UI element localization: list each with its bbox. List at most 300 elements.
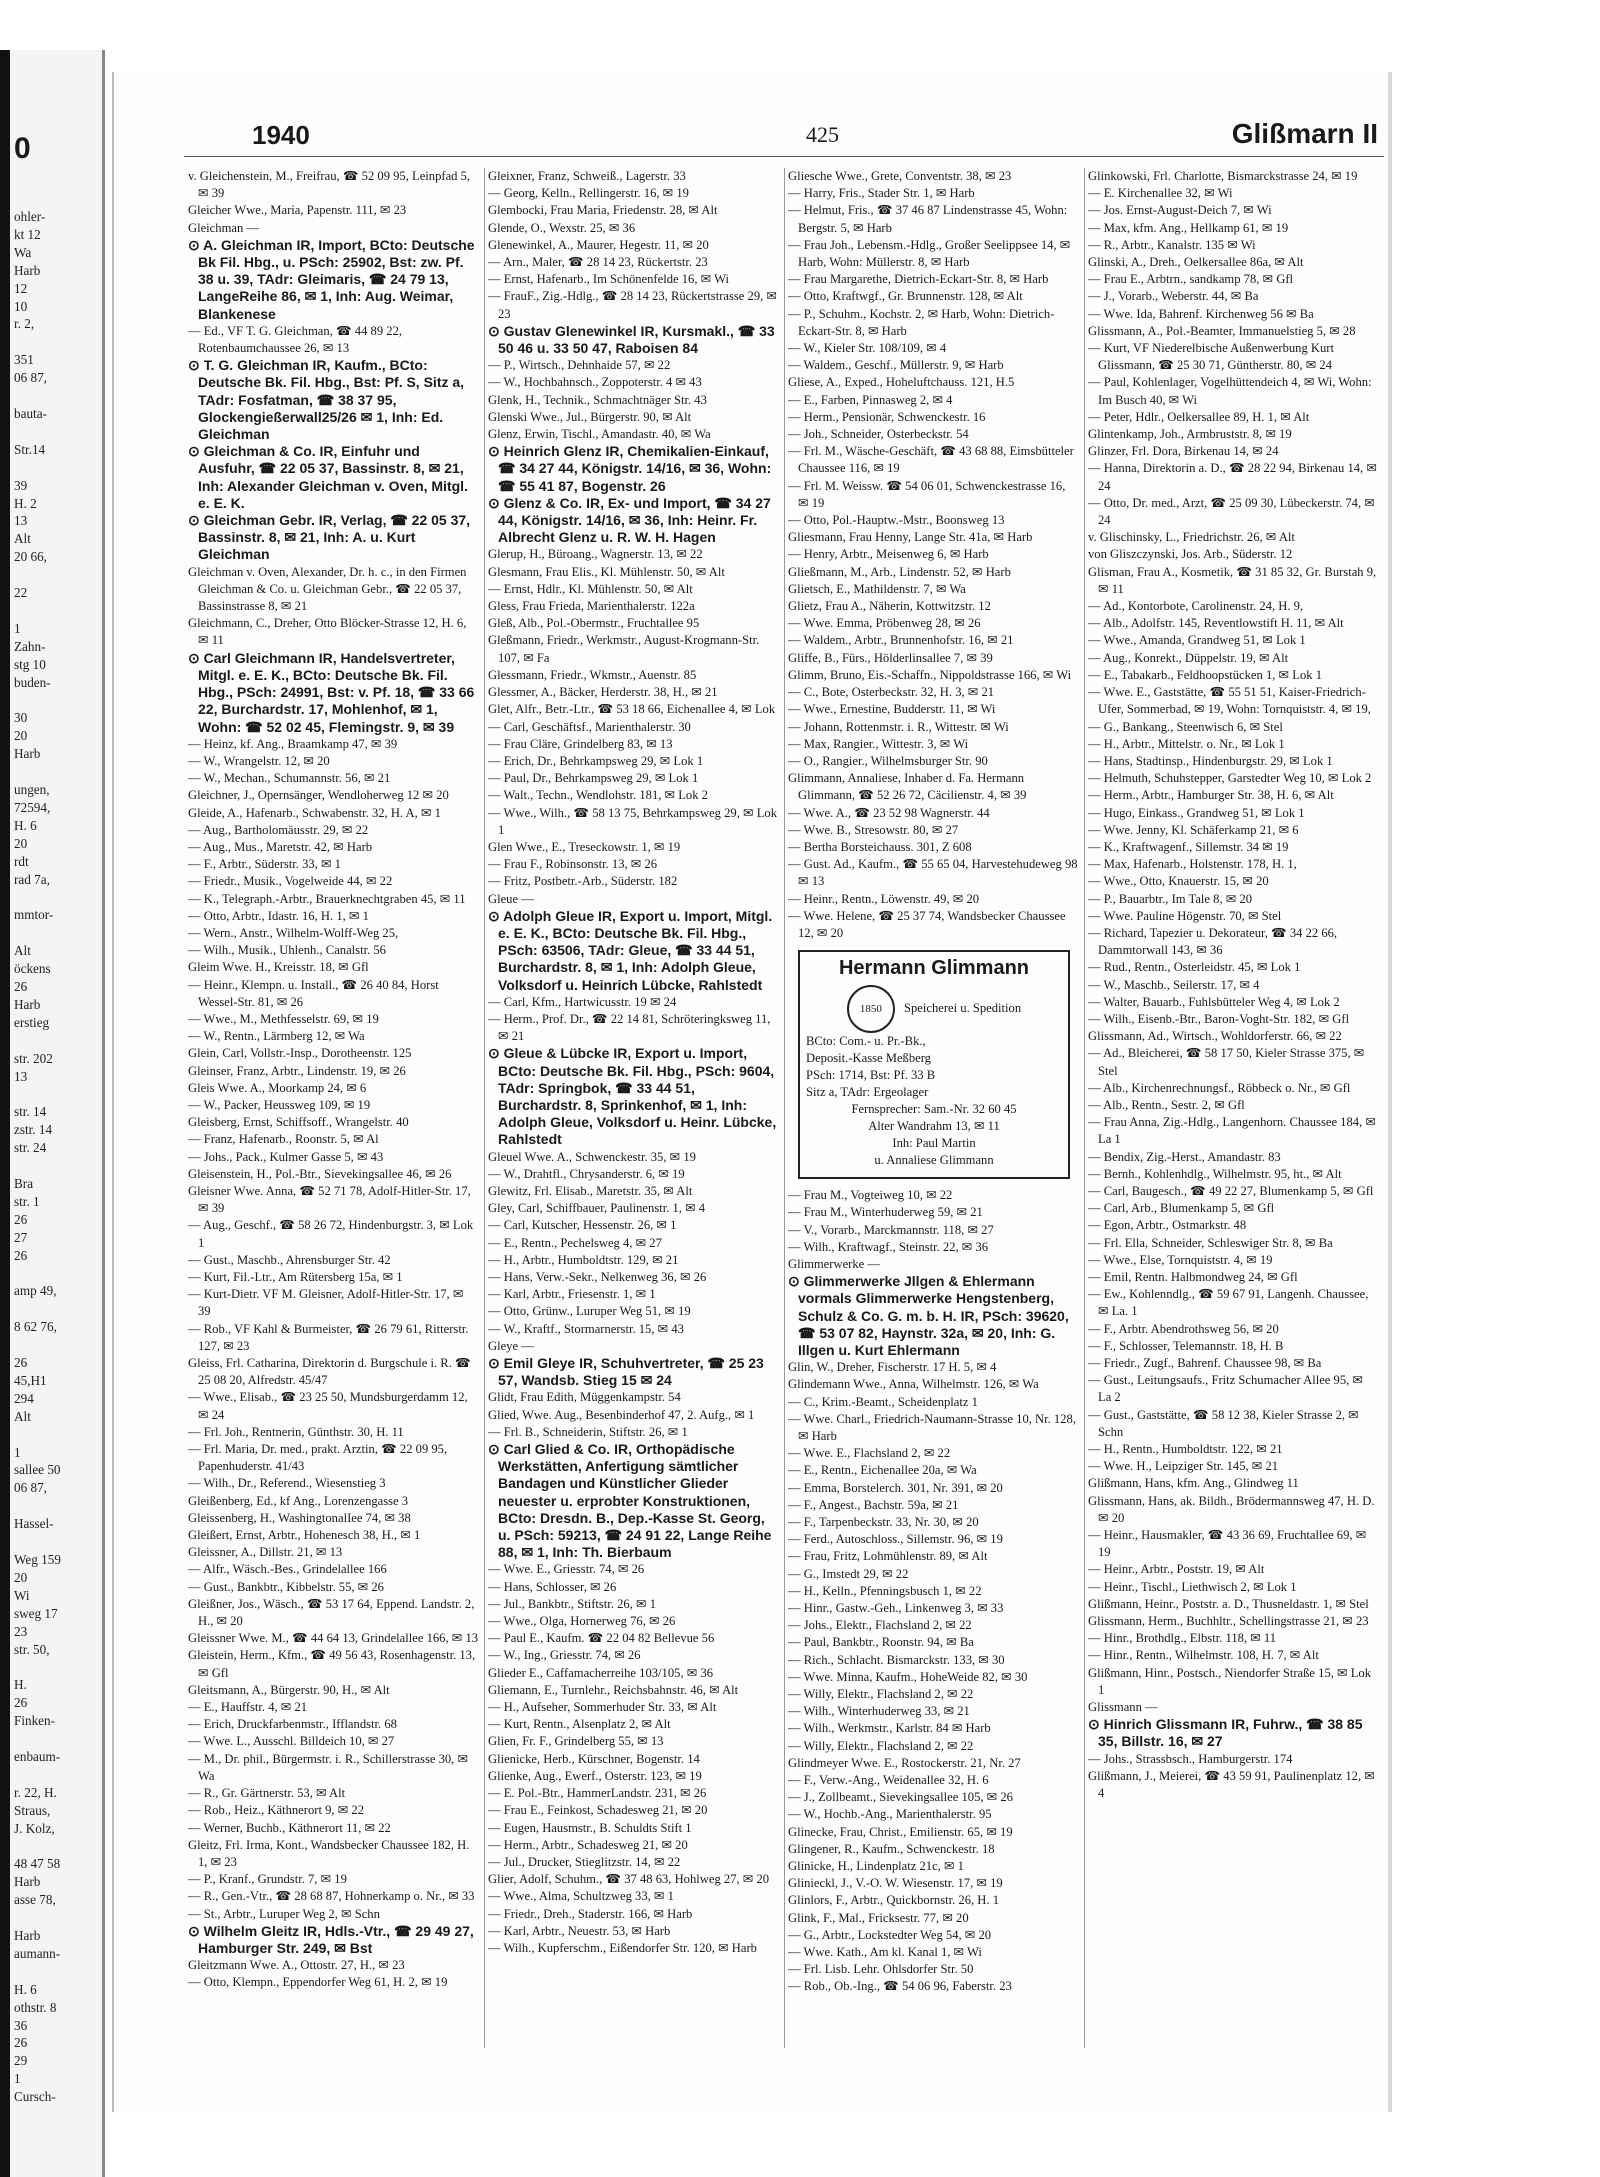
ad-line: u. Annaliese Glimmann xyxy=(874,1153,994,1168)
directory-entry: — Willy, Elektr., Flachsland 2, ✉ 22 xyxy=(788,1687,974,1702)
directory-entry: Glinski, A., Dreh., Oelkersallee 86a, ✉ Alt xyxy=(1088,255,1304,270)
directory-entry: ⊙ Emil Gleye IR, Schuhvertreter, ☎ 25 23 57, Wandsb. Stieg 15 ✉ 24 xyxy=(488,1355,764,1389)
directory-entry: — Wern., Anstr., Wilhelm-Wolff-Weg 25, xyxy=(188,925,399,940)
directory-entry: — Frau M., Vogteiweg 10, ✉ 22 xyxy=(788,1188,953,1203)
directory-entry: v. Glischinsky, L., Friedrichstr. 26, ✉ Alt xyxy=(1088,530,1295,545)
directory-entry: — Wwe., Ernestine, Budderstr. 11, ✉ Wi xyxy=(788,702,996,717)
directory-entry: — Ferd., Autoschloss., Sillemstr. 96, ✉ 19 xyxy=(788,1532,1003,1547)
previous-page-fragment xyxy=(10,50,105,2177)
directory-entry: Glin, W., Dreher, Fischerstr. 17 H. 5, ✉ 4 xyxy=(788,1360,997,1375)
directory-columns xyxy=(184,168,1384,2048)
directory-entry: — Wwe., M., Methfesselstr. 69, ✉ 19 xyxy=(188,1011,379,1026)
directory-entry: — Hinr., Brothdlg., Elbstr. 118, ✉ 11 xyxy=(1088,1631,1277,1646)
directory-entry: Gleiss, Frl. Catharina, Direktorin d. Burgschule i. R. ☎ 25 08 20, Alfredstr. 45/47 xyxy=(188,1356,471,1388)
directory-entry: — E. Pol.-Btr., HammerLandstr. 231, ✉ 26 xyxy=(488,1786,707,1801)
directory-entry: — C., Krim.-Beamt., Scheidenplatz 1 xyxy=(788,1394,978,1409)
directory-entry: — Johs., Pack., Kulmer Gasse 5, ✉ 43 xyxy=(188,1149,384,1164)
directory-entry: — Waldem., Arbtr., Brunnenhofstr. 16, ✉ 21 xyxy=(788,633,1014,648)
previous-page-number: 0 xyxy=(14,132,31,165)
directory-entry: Gless, Frau Frieda, Marienthalerstr. 122a xyxy=(488,599,695,614)
directory-entry: — Wilh., Werkmstr., Karlstr. 84 ✉ Harb xyxy=(788,1721,991,1736)
directory-entry: — Johs., Strassbsch., Hamburgerstr. 174 xyxy=(1088,1751,1293,1766)
directory-entry: — Emil, Rentn. Halbmondweg 24, ✉ Gfl xyxy=(1088,1270,1298,1284)
directory-entry: — Ad., Kontorbote, Carolinenstr. 24, H. 9, xyxy=(1088,599,1304,614)
directory-entry: — Wwe. Pauline Högenstr. 70, ✉ Stel xyxy=(1088,908,1282,923)
directory-entry: — Carl, Baugesch., ☎ 49 22 27, Blumenkamp 5, ✉ Gfl xyxy=(1088,1183,1374,1198)
directory-entry: — Ed., VF T. G. Gleichman, ☎ 44 89 22, Rotenbaumchaussee 26, ✉ 13 xyxy=(188,323,403,356)
directory-entry: Glingener, R., Kaufm., Schwenckestr. 18 xyxy=(788,1841,995,1856)
directory-entry: — Jos. Ernst-August-Deich 7, ✉ Wi xyxy=(1088,203,1272,218)
directory-entry: — Wilh., Kraftwagf., Steinstr. 22, ✉ 36 xyxy=(788,1239,989,1254)
directory-entry: — F., Tarpenbeckstr. 33, Nr. 30, ✉ 20 xyxy=(788,1515,979,1529)
directory-entry: — Frau Margarethe, Dietrich-Eckart-Str. 8, ✉ Harb xyxy=(788,272,1049,287)
directory-entry: — F., Arbtr., Süderstr. 33, ✉ 1 xyxy=(188,857,341,872)
directory-entry: Gleissner, A., Dillstr. 21, ✉ 13 xyxy=(188,1545,343,1560)
directory-entry: Gließmann, M., Arb., Lindenstr. 52, ✉ Harb xyxy=(788,564,1011,579)
directory-entry: Glinkowski, Frl. Charlotte, Bismarckstrasse 24, ✉ 19 xyxy=(1088,169,1358,183)
page-header xyxy=(184,116,1384,157)
directory-entry: Gleß, Alb., Pol.-Obermstr., Fruchtallee 95 xyxy=(488,616,700,631)
directory-entry: — Otto, Pol.-Hauptw.-Mstr., Boonsweg 13 xyxy=(788,513,1005,528)
directory-entry: — Hans, Schlosser, ✉ 26 xyxy=(488,1579,617,1594)
directory-entry: — E. Kirchenallee 32, ✉ Wi xyxy=(1088,186,1233,201)
directory-entry: — Wwe. H., Leipziger Str. 145, ✉ 21 xyxy=(1088,1459,1279,1474)
scan-left-edge xyxy=(0,50,10,2177)
page-year: 1940 xyxy=(252,120,310,150)
directory-entry: — Wwe. Charl., Friedrich-Naumann-Strasse 10, Nr. 128, ✉ Harb xyxy=(788,1411,1076,1443)
directory-page xyxy=(112,72,1394,2112)
directory-entry: — Heinr., Klempn. u. Install., ☎ 26 40 84, Horst Wessel-Str. 81, ✉ 26 xyxy=(188,977,439,1009)
directory-entry: — Wilh., Dr., Referend., Wiesenstieg 3 xyxy=(188,1476,386,1491)
directory-entry: — W., Kieler Str. 108/109, ✉ 4 xyxy=(788,341,947,356)
directory-entry: — P., Bauarbtr., Im Tale 8, ✉ 20 xyxy=(1088,891,1253,906)
directory-entry: — Wwe., Elisab., ☎ 23 25 50, Mundsburgerdamm 12, ✉ 24 xyxy=(188,1390,468,1422)
directory-entry: — Friedr., Zugf., Bahrenf. Chaussee 98, ✉ Ba xyxy=(1088,1356,1322,1371)
directory-entry: Glembocki, Frau Maria, Friedenstr. 28, ✉ Alt xyxy=(488,203,718,218)
directory-entry: — H., Rentn., Humboldtstr. 122, ✉ 21 xyxy=(1088,1442,1283,1457)
ad-line: Speicherei u. Spedition xyxy=(903,1001,1022,1016)
directory-entry: — F., Angest., Bachstr. 59a, ✉ 21 xyxy=(788,1497,959,1512)
directory-entry: — Erich, Druckfarbenmstr., Ifflandstr. 68 xyxy=(188,1717,397,1732)
directory-entry: — Jul., Drucker, Stieglitzstr. 14, ✉ 22 xyxy=(488,1854,681,1869)
directory-entry: v. Gleichenstein, M., Freifrau, ☎ 52 09 95, Leinpfad 5, ✉ 39 xyxy=(188,169,471,201)
directory-entry: — Herm., Prof. Dr., ☎ 22 14 81, Schröteringksweg 11, ✉ 21 xyxy=(488,1011,771,1044)
directory-entry: — Wwe. Ida, Bahrenf. Kirchenweg 56 ✉ Ba xyxy=(1088,306,1314,321)
advertisement-box xyxy=(798,950,1070,1179)
directory-entry: — Alb., Rentn., Sestr. 2, ✉ Gfl xyxy=(1088,1097,1245,1112)
directory-entry: — Rud., Rentn., Osterleidstr. 45, ✉ Lok 1 xyxy=(1088,960,1301,975)
directory-entry: ⊙ Gustav Glenewinkel IR, Kursmakl., ☎ 33 50 46 u. 33 50 47, Raboisen 84 xyxy=(488,322,775,357)
directory-entry: — Herm., Pensionär, Schwenckestr. 16 xyxy=(788,409,986,424)
directory-entry: Gleichman v. Oven, Alexander, Dr. h. c., in den Firmen Gleichman & Co. u. Gleichman Gebr., ☎ 22 05 37, Bassinstrasse 8, ✉ 21 xyxy=(188,564,467,614)
directory-entry: Gleistein, Herm., Kfm., ☎ 49 56 43, Rosenhagenstr. 13, ✉ Gfl xyxy=(188,1648,476,1680)
directory-entry: Gleinser, Franz, Arbtr., Lindenstr. 19, ✉ 26 xyxy=(188,1063,406,1078)
directory-entry: — Egon, Arbtr., Ostmarkstr. 48 xyxy=(1088,1218,1247,1233)
directory-entry: — K., Kraftwagenf., Sillemstr. 34 ✉ 19 xyxy=(1088,839,1289,854)
directory-entry: — E., Farben, Pinnasweg 2, ✉ 4 xyxy=(788,392,953,407)
directory-entry: — Kurt-Dietr. VF M. Gleisner, Adolf-Hitler-Str. 17, ✉ 39 xyxy=(188,1287,464,1319)
directory-entry: ⊙ Gleue & Lübcke IR, Export u. Import, BCto: Deutsche Bk. Fil. Hbg., PSch: 9604, TAdr: Springbok, ☎ 33 44 51, Burchardstr. 8, Sprinkenhof, ✉ 1, Inh: Adolph Gleue, Volksdorf u. Heinr. Lübcke, Rahlstedt xyxy=(488,1045,777,1148)
previous-page-text: ohler- kt 12 Wa Harb 12 10 r. 2, 351 06 87, bauta- Str.14 39 H. 2 13 Alt 20 66, 22 1 Zahn- stg 10 buden- 30 20 Harb ungen, 72594, H. 6 20 rdt rad 7a, mmtor- Alt öckens 26 Harb erstieg str. 202 13 str. 14 zstr. 14 str. 24 Bra str. 1 26 27 26 amp 49, 8 62 76, 26 45,H1 294 Alt 1 sallee 50 06 87, Hassel- Weg 159 20 Wi sweg 17 23 str. 50, H. 26 Finken- enbaum- r. 22, H. Straus, J. Kolz, 48 47 58 Harb asse 78, Harb aumann- H. 6 othstr. 8 36 26 29 1 Cursch- xyxy=(14,209,61,2105)
directory-entry: — Carl, Geschäftsf., Marienthalerstr. 30 xyxy=(488,719,691,734)
directory-entry: ⊙ Gleichman Gebr. IR, Verlag, ☎ 22 05 37, Bassinstr. 8, ✉ 21, Inh: A. u. Kurt Gleichman xyxy=(188,512,471,563)
directory-entry: — Wilh., Winterhuderweg 33, ✉ 21 xyxy=(788,1704,970,1719)
column-3 xyxy=(784,168,1085,2048)
directory-entry: — Eugen, Hausmstr., B. Schuldts Stift 1 xyxy=(488,1820,692,1835)
directory-entry: Gleitz, Frl. Irma, Kont., Wandsbecker Chaussee 182, H. 1, ✉ 23 xyxy=(188,1837,470,1869)
directory-entry: Glessmann, Friedr., Wkmstr., Auenstr. 85 xyxy=(488,667,697,682)
directory-entry: Glewitz, Frl. Elisab., Maretstr. 35, ✉ Alt xyxy=(488,1183,693,1198)
directory-entry: — Wwe. Helene, ☎ 25 37 74, Wandsbecker Chaussee 12, ✉ 20 xyxy=(788,908,1066,940)
directory-entry: — Otto, Kraftwgf., Gr. Brunnenstr. 128, ✉ Alt xyxy=(788,289,1023,304)
directory-entry: — Georg, Kelln., Rellingerstr. 16, ✉ 19 xyxy=(488,186,689,201)
directory-entry: — Frl. B., Schneiderin, Stiftstr. 26, ✉ 1 xyxy=(488,1424,688,1439)
directory-entry: — W., Packer, Heussweg 109, ✉ 19 xyxy=(188,1097,371,1112)
directory-entry: — Wwe., Else, Tornquiststr. 4, ✉ 19 xyxy=(1088,1252,1273,1267)
directory-entry: — Kurt, Fil.-Ltr., Am Rütersberg 15a, ✉ 1 xyxy=(188,1270,403,1284)
directory-entry: — E., Hauffstr. 4, ✉ 21 xyxy=(188,1700,308,1715)
directory-entry: — Johs., Elektr., Flachsland 2, ✉ 22 xyxy=(788,1618,972,1633)
directory-entry: Glienicke, Herb., Kürschner, Bogenstr. 14 xyxy=(488,1751,700,1766)
directory-entry: — Ernst, Hafenarb., Im Schönenfelde 16, ✉ Wi xyxy=(488,272,729,287)
directory-entry: Glissmann, Herm., Buchhltr., Schellingstrasse 21, ✉ 23 xyxy=(1088,1614,1369,1629)
directory-entry: — Paul E., Kaufm. ☎ 22 04 82 Bellevue 56 xyxy=(488,1631,715,1646)
directory-entry: Glinecke, Frau, Christ., Emilienstr. 65, ✉ 19 xyxy=(788,1824,1013,1839)
directory-entry: Glinicke, H., Lindenplatz 21c, ✉ 1 xyxy=(788,1859,964,1874)
directory-entry: — Ad., Bleicherei, ☎ 58 17 50, Kieler Strasse 375, ✉ Stel xyxy=(1088,1046,1365,1078)
directory-entry: — Hinr., Gastw.-Geh., Linkenweg 3, ✉ 33 xyxy=(788,1601,1004,1616)
directory-entry: — Waldem., Geschf., Müllerstr. 9, ✉ Harb xyxy=(788,358,1004,373)
directory-entry: — Frau Cläre, Grindelberg 83, ✉ 13 xyxy=(488,736,673,751)
directory-entry: — G., Imstedt 29, ✉ 22 xyxy=(788,1566,909,1581)
directory-entry: — Hans, Stadtinsp., Hindenburgstr. 29, ✉ Lok 1 xyxy=(1088,753,1333,768)
directory-entry: — Carl, Kfm., Hartwicusstr. 19 ✉ 24 xyxy=(488,994,677,1009)
directory-entry: Glessmer, A., Bäcker, Herderstr. 38, H., ✉ 21 xyxy=(488,685,718,700)
directory-entry: — Frau F., Robinsonstr. 13, ✉ 26 xyxy=(488,857,658,872)
directory-entry: — Herm., Arbtr., Schadesweg 21, ✉ 20 xyxy=(488,1837,688,1852)
directory-entry: — Jul., Bankbtr., Stiftstr. 26, ✉ 1 xyxy=(488,1596,656,1611)
directory-entry: — W., Mechan., Schumannstr. 56, ✉ 21 xyxy=(188,771,391,786)
directory-entry: Gleitzmann Wwe. A., Ottostr. 27, H., ✉ 23 xyxy=(188,1958,405,1973)
directory-entry: — Karl, Arbtr., Friesenstr. 1, ✉ 1 xyxy=(488,1287,656,1302)
directory-entry: — Wwe. E., Gaststätte, ☎ 55 51 51, Kaiser-Friedrich-Ufer, Sommerbad, ✉ 19, Wohn: Tornquiststr. 4, ✉ 19, xyxy=(1088,685,1371,717)
scan-top-margin xyxy=(0,0,1600,48)
directory-entry: — J., Vorarb., Weberstr. 44, ✉ Ba xyxy=(1088,289,1259,304)
directory-entry: — Aug., Mus., Maretstr. 42, ✉ Harb xyxy=(188,839,373,854)
directory-entry: — Wwe. E., Flachsland 2, ✉ 22 xyxy=(788,1446,951,1461)
directory-entry: — Hinr., Rentn., Wilhelmstr. 108, H. 7, ✉ Alt xyxy=(1088,1648,1319,1663)
directory-entry: ⊙ Heinrich Glenz IR, Chemikalien-Einkauf, ☎ 34 27 44, Königstr. 14/16, ✉ 36, Wohn: ☎ 55 41 87, Bogenstr. 26 xyxy=(488,443,772,494)
directory-entry: ⊙ Wilhelm Gleitz IR, Hdls.-Vtr., ☎ 29 49 27, Hamburger Str. 249, ✉ Bst xyxy=(188,1922,474,1956)
directory-entry: Gleisberg, Ernst, Schiffsoff., Wrangelstr. 40 xyxy=(188,1115,409,1130)
directory-entry: — Bendix, Zig.-Herst., Amandastr. 83 xyxy=(1088,1149,1281,1164)
directory-entry: Glißmann, Hans, kfm. Ang., Glindweg 11 xyxy=(1088,1476,1299,1491)
directory-entry: Glet, Alfr., Betr.-Ltr., ☎ 53 18 66, Eichenallee 4, ✉ Lok xyxy=(488,702,776,717)
directory-entry: Gleßmann, Friedr., Werkmstr., August-Krogmann-Str. 107, ✉ Fa xyxy=(488,633,760,665)
directory-entry: — FrauF., Zig.-Hdlg., ☎ 28 14 23, Rückertstrasse 29, ✉ 23 xyxy=(488,289,777,321)
directory-entry: Glisman, Frau A., Kosmetik, ☎ 31 85 32, Gr. Burstah 9, ✉ 11 xyxy=(1088,564,1377,596)
directory-entry: ⊙ Carl Glied & Co. IR, Orthopädische Werkstätten, Anfertigung sämtlicher Bandagen und Künstlicher Glieder neuester u. erprobter Konstruktionen, BCto: Dresdn. B., Dep.-Kasse St. Georg, u. PSch: 59213, ☎ 24 91 22, Lange Reihe 88, ✉ 1, Inh: Th. Bierbaum xyxy=(488,1441,772,1561)
directory-entry: Glieder E., Caffamacherreihe 103/105, ✉ 36 xyxy=(488,1665,714,1680)
directory-entry: — Wwe. Minna, Kaufm., HoheWeide 82, ✉ 30 xyxy=(788,1669,1028,1684)
directory-entry: Glimmerwerke — xyxy=(788,1256,880,1271)
directory-entry: — Emma, Borstelerch. 301, Nr. 391, ✉ 20 xyxy=(788,1480,1003,1495)
directory-entry: — Hanna, Direktorin a. D., ☎ 28 22 94, Birkenau 14, ✉ 24 xyxy=(1088,461,1377,493)
directory-entry: — W., Maschb., Seilerstr. 17, ✉ 4 xyxy=(1088,977,1260,992)
directory-entry: — H., Aufseher, Sommerhuder Str. 33, ✉ Alt xyxy=(488,1700,717,1715)
directory-entry: — Walter, Bauarb., Fuhlsbütteler Weg 4, ✉ Lok 2 xyxy=(1088,994,1340,1009)
directory-entry: — Fritz, Postbetr.-Arb., Süderstr. 182 xyxy=(488,874,678,889)
ad-line: Alter Wandrahm 13, ✉ 11 xyxy=(868,1119,1000,1134)
directory-entry: — Wilh., Kupferschm., Eißendorfer Str. 120, ✉ Harb xyxy=(488,1940,757,1955)
directory-entry: — Willy, Elektr., Flachsland 2, ✉ 22 xyxy=(788,1738,974,1753)
directory-entry: — Paul, Dr., Behrkampsweg 29, ✉ Lok 1 xyxy=(488,771,699,786)
directory-entry: — W., Wrangelstr. 12, ✉ 20 xyxy=(188,753,330,768)
directory-entry: Glintenkamp, Joh., Armbruststr. 8, ✉ 19 xyxy=(1088,427,1292,442)
directory-entry: — W., Hochb.-Ang., Marienthalerstr. 95 xyxy=(788,1807,992,1822)
directory-entry: Glidt, Frau Edith, Müggenkampstr. 54 xyxy=(488,1390,681,1405)
directory-entry: — Otto, Dr. med., Arzt, ☎ 25 09 30, Lübeckerstr. 74, ✉ 24 xyxy=(1088,495,1375,528)
directory-entry: — M., Dr. phil., Bürgermstr. i. R., Schillerstrasse 30, ✉ Wa xyxy=(188,1751,469,1783)
directory-entry: — Karl, Arbtr., Neuestr. 53, ✉ Harb xyxy=(488,1923,671,1938)
directory-entry: Glimm, Bruno, Eis.-Schaffn., Nippoldstrasse 166, ✉ Wi xyxy=(788,667,1072,682)
directory-entry: Gleicher Wwe., Maria, Papenstr. 111, ✉ 23 xyxy=(188,203,407,218)
directory-entry: Glenz, Erwin, Tischl., Amandastr. 40, ✉ Wa xyxy=(488,427,711,442)
directory-entry: — Bertha Borsteichauss. 301, Z 608 xyxy=(788,839,972,854)
directory-entry: — Wwe. B., Stresowstr. 80, ✉ 27 xyxy=(788,822,959,837)
directory-entry: ⊙ Carl Gleichmann IR, Handelsvertreter, Mitgl. e. E. K., BCto: Deutsche Bk. Fil. Hbg., PSch: 24991, Bst: v. Pf. 18, ☎ 33 66 22, Burchardstr. 17, Mohlenhof, ✉ 1, Wohn: ☎ 52 02 45, Flemingstr. 9, ✉ 39 xyxy=(188,649,475,735)
directory-entry: — O., Rangier., Wilhelmsburger Str. 90 xyxy=(788,753,988,768)
ad-line: Deposit.-Kasse Meßberg xyxy=(806,1051,931,1066)
directory-entry: Glenk, H., Technik., Schmachtnäger Str. 43 xyxy=(488,392,707,407)
directory-entry: — Carl, Kutscher, Hessenstr. 26, ✉ 1 xyxy=(488,1218,677,1233)
directory-entry: — Alb., Adolfstr. 145, Reventlowstift H. 11, ✉ Alt xyxy=(1088,616,1344,631)
directory-entry: — Aug., Geschf., ☎ 58 26 72, Hindenburgstr. 3, ✉ Lok 1 xyxy=(188,1218,474,1250)
directory-entry: — Wwe., Amanda, Grandweg 51, ✉ Lok 1 xyxy=(1088,633,1306,648)
directory-entry: — C., Bote, Osterbeckstr. 32, H. 3, ✉ 21 xyxy=(788,685,995,700)
directory-entry: — Wwe. Kath., Am kl. Kanal 1, ✉ Wi xyxy=(788,1945,982,1960)
directory-entry: — R., Gen.-Vtr., ☎ 28 68 87, Hohnerkamp o. Nr., ✉ 33 xyxy=(188,1889,475,1904)
directory-entry: Gleye — xyxy=(488,1338,534,1353)
directory-entry: — Johann, Rottenmstr. i. R., Wittestr. ✉ Wi xyxy=(788,719,1009,734)
directory-entry: ⊙ Glimmerwerke Jllgen & Ehlermann vormals Glimmerwerke Hengstenberg, Schulz & Co. G. m. b. H. IR, PSch: 39620, ☎ 53 07 82, Haynstr. 32a, ✉ 20, Inh: G. Illgen u. Kurt Ehlermann xyxy=(788,1273,1069,1358)
directory-entry: Gliesmann, Frau Henny, Lange Str. 41a, ✉ Harb xyxy=(788,530,1033,545)
directory-entry: — Paul, Bankbtr., Roonstr. 94, ✉ Ba xyxy=(788,1635,974,1650)
directory-entry: — Wwe. Jenny, Kl. Schäferkamp 21, ✉ 6 xyxy=(1088,822,1299,837)
directory-entry: Gleißner, Jos., Wäsch., ☎ 53 17 64, Eppend. Landstr. 2, H., ✉ 20 xyxy=(188,1596,475,1629)
directory-entry: Glien, Fr. F., Grindelberg 55, ✉ 13 xyxy=(488,1734,664,1749)
directory-entry: — W., Drahtfl., Chrysanderstr. 6, ✉ 19 xyxy=(488,1166,685,1181)
directory-entry: — Richard, Tapezier u. Dekorateur, ☎ 34 22 66, Dammtorwall 143, ✉ 36 xyxy=(1088,925,1338,958)
directory-entry: — Franz, Hafenarb., Roonstr. 5, ✉ Al xyxy=(188,1132,379,1147)
directory-entry: — Gust. Ad., Kaufm., ☎ 55 65 04, Harvestehudeweg 98 ✉ 13 xyxy=(788,857,1078,889)
directory-entry: Glink, F., Mal., Fricksestr. 77, ✉ 20 xyxy=(788,1910,969,1925)
directory-entry: Glissmann, Hans, ak. Bildh., Brödermannsweg 47, H. D. ✉ 20 xyxy=(1088,1493,1375,1525)
directory-entry: ⊙ Glenz & Co. IR, Ex- und Import, ☎ 34 27 44, Königstr. 14/16, ✉ 36, Inh: Heinr. Fr. Albrecht Glenz u. R. W. H. Hagen xyxy=(488,494,771,546)
directory-entry: — Werner, Buchb., Käthnerort 11, ✉ 22 xyxy=(188,1820,391,1835)
directory-entry: — Frau E., Feinkost, Schadesweg 21, ✉ 20 xyxy=(488,1803,708,1818)
ad-line: Inh: Paul Martin xyxy=(892,1136,976,1151)
directory-entry: — Wwe., Olga, Hornerweg 76, ✉ 26 xyxy=(488,1614,676,1629)
directory-entry: Glindemann Wwe., Anna, Wilhelmstr. 126, ✉ Wa xyxy=(788,1377,1039,1392)
directory-entry: — Frau E., Arbtrn., sandkamp 78, ✉ Gfl xyxy=(1088,272,1294,287)
directory-entry: — Max, kfm. Ang., Hellkamp 61, ✉ 19 xyxy=(1088,220,1289,235)
directory-entry: ⊙ Gleichman & Co. IR, Einfuhr und Ausfuhr, ☎ 22 05 37, Bassinstr. 8, ✉ 21, Inh: Alexander Gleichman v. Oven, Mitgl. e. E. K. xyxy=(188,443,468,511)
directory-entry: Gleide, A., Hafenarb., Schwabenstr. 32, H. A, ✉ 1 xyxy=(188,805,441,820)
directory-entry: — Wwe. Emma, Pröbenweg 28, ✉ 26 xyxy=(788,616,981,631)
directory-entry: — Wwe. A., ☎ 23 52 98 Wagnerstr. 44 xyxy=(788,805,990,820)
directory-entry: ⊙ Hinrich Glissmann IR, Fuhrw., ☎ 38 85 35, Billstr. 16, ✉ 27 xyxy=(1088,1716,1363,1750)
directory-entry: — Ew., Kohlenndlg., ☎ 59 67 91, Langenh. Chaussee, ✉ La. 1 xyxy=(1088,1287,1369,1319)
directory-entry: Glinlors, F., Arbtr., Quickbornstr. 26, H. 1 xyxy=(788,1893,999,1908)
directory-entry: — Hans, Verw.-Sekr., Nelkenweg 36, ✉ 26 xyxy=(488,1270,707,1284)
directory-entry: — Friedr., Musik., Vogelweide 44, ✉ 22 xyxy=(188,874,393,889)
directory-entry: Gleisenstein, H., Pol.-Btr., Sievekingsallee 46, ✉ 26 xyxy=(188,1166,452,1181)
directory-entry: — Kurt, Rentn., Alsenplatz 2, ✉ Alt xyxy=(488,1717,671,1732)
directory-entry: Glietz, Frau A., Näherin, Kottwitzstr. 12 xyxy=(788,599,991,614)
directory-entry: Gleixner, Franz, Schweiß., Lagerstr. 33 xyxy=(488,169,686,183)
ad-body xyxy=(806,985,1062,1033)
directory-entry: — Rich., Schlacht. Bismarckstr. 133, ✉ 30 xyxy=(788,1652,1005,1667)
directory-entry: — Aug., Konrekt., Düppelstr. 19, ✉ Alt xyxy=(1088,650,1289,665)
directory-entry: Gleichmann, C., Dreher, Otto Blöcker-Strasse 12, H. 6, ✉ 11 xyxy=(188,616,467,648)
directory-entry: — W., Rentn., Lärmberg 12, ✉ Wa xyxy=(188,1029,365,1044)
directory-entry: Gliesche Wwe., Grete, Conventstr. 38, ✉ 23 xyxy=(788,169,1012,183)
directory-entry: — Aug., Bartholomäusstr. 29, ✉ 22 xyxy=(188,822,369,837)
directory-entry: — Frau Anna, Zig.-Hdlg., Langenhorn. Chaussee 184, ✉ La 1 xyxy=(1088,1115,1376,1147)
directory-entry: — Frau M., Winterhuderweg 59, ✉ 21 xyxy=(788,1205,983,1220)
directory-entry: — G., Bankang., Steenwisch 6, ✉ Stel xyxy=(1088,719,1283,734)
directory-entry: — Wwe. L., Ausschl. Billdeich 10, ✉ 27 xyxy=(188,1734,395,1749)
directory-entry: — Arn., Maler, ☎ 28 14 23, Rückertstr. 23 xyxy=(488,255,708,270)
directory-entry: — Max, Hafenarb., Holstenstr. 178, H. 1, xyxy=(1088,857,1297,872)
directory-entry: — P., Schuhm., Kochstr. 2, ✉ Harb, Wohn: Dietrich-Eckart-Str. 8, ✉ Harb xyxy=(788,306,1055,338)
directory-entry: Glenewinkel, A., Maurer, Hegestr. 11, ✉ 20 xyxy=(488,237,709,252)
directory-entry: Gleim Wwe. H., Kreisstr. 18, ✉ Gfl xyxy=(188,960,369,975)
directory-entry: — Wwe. E., Griesstr. 74, ✉ 26 xyxy=(488,1562,645,1577)
directory-entry: — F., Arbtr. Abendrothsweg 56, ✉ 20 xyxy=(1088,1321,1279,1336)
ad-title: Hermann Glimmann xyxy=(838,957,1030,980)
directory-entry: Gleißenberg, Ed., kf Ang., Lorenzengasse 3 xyxy=(188,1493,409,1508)
directory-entry: — Rob., Ob.-Ing., ☎ 54 06 96, Faberstr. 23 xyxy=(788,1979,1012,1994)
directory-entry: — W., Kraftf., Stormarnerstr. 15, ✉ 43 xyxy=(488,1321,684,1336)
ad-line: BCto: Com.- u. Pr.-Bk., xyxy=(806,1034,926,1049)
directory-entry: — V., Vorarb., Marckmannstr. 118, ✉ 27 xyxy=(788,1222,994,1237)
directory-entry: — Wwe., Otto, Knauerstr. 15, ✉ 20 xyxy=(1088,874,1269,889)
directory-entry: — Heinz, kf. Ang., Braamkamp 47, ✉ 39 xyxy=(188,736,398,751)
directory-entry: — Gust., Gaststätte, ☎ 58 12 38, Kieler Strasse 2, ✉ Schn xyxy=(1088,1407,1359,1439)
directory-entry: Glende, O., Wexstr. 25, ✉ 36 xyxy=(488,220,636,235)
directory-entry: — Rob., VF Kahl & Burmeister, ☎ 26 79 61, Ritterstr. 127, ✉ 23 xyxy=(188,1321,469,1353)
directory-entry: Gleue — xyxy=(488,891,534,906)
directory-entry: Glinzer, Frl. Dora, Birkenau 14, ✉ 24 xyxy=(1088,444,1279,459)
directory-entry: Glimmann, Annaliese, Inhaber d. Fa. Hermann Glimmann, ☎ 52 26 72, Cäcilienstr. 4, ✉ 39 xyxy=(788,771,1027,803)
page-right-edge xyxy=(1388,72,1392,2112)
directory-entry: — Frl. Maria, Dr. med., prakt. Arztin, ☎ 22 09 95, Papenhuderstr. 41/43 xyxy=(188,1442,448,1474)
directory-entry: — Henry, Arbtr., Meisenweg 6, ✉ Harb xyxy=(788,547,989,562)
directory-entry: — Heinr., Hausmakler, ☎ 43 36 69, Fruchtallee 69, ✉ 19 xyxy=(1088,1528,1367,1560)
directory-entry: Glenski Wwe., Jul., Bürgerstr. 90, ✉ Alt xyxy=(488,409,692,424)
directory-entry: — Frl. M., Wäsche-Geschäft, ☎ 43 68 88, Eimsbütteler Chaussee 116, ✉ 19 xyxy=(788,444,1074,476)
directory-entry: Glier, Adolf, Schuhm., ☎ 37 48 63, Hohlweg 27, ✉ 20 xyxy=(488,1872,770,1887)
directory-entry: Glen Wwe., E., Treseckowstr. 1, ✉ 19 xyxy=(488,839,681,854)
directory-entry: — Wilh., Eisenb.-Btr., Baron-Voght-Str. 182, ✉ Gfl xyxy=(1088,1011,1350,1026)
directory-entry: ⊙ T. G. Gleichman IR, Kaufm., BCto: Deutsche Bk. Fil. Hbg., Bst: Pf. S, Sitz a, TAdr: Fosfatman, ☎ 38 37 95, Glockengießerwall25/26 ✉ 1, Inh: Ed. Gleichman xyxy=(188,357,465,443)
directory-entry: Glissmann, Ad., Wirtsch., Wohldorferstr. 66, ✉ 22 xyxy=(1088,1029,1342,1044)
column-2 xyxy=(484,168,785,2048)
directory-entry: — Bernh., Kohlenhdlg., Wilhelmstr. 95, ht., ✉ Alt xyxy=(1088,1166,1342,1181)
directory-entry: — Ernst, Hdlr., Kl. Mühlenstr. 50, ✉ Alt xyxy=(488,581,693,596)
directory-entry: — Wilh., Musik., Uhlenh., Canalstr. 56 xyxy=(188,943,386,958)
directory-entry: — F., Verw.-Ang., Weidenallee 32, H. 6 xyxy=(788,1773,989,1788)
directory-entry: — Gust., Maschb., Ahrensburger Str. 42 xyxy=(188,1252,391,1267)
directory-entry: Gleißert, Ernst, Arbtr., Hohenesch 38, H., ✉ 1 xyxy=(188,1528,421,1543)
directory-entry: Glißmann, J., Meierei, ☎ 43 59 91, Paulinenplatz 12, ✉ 4 xyxy=(1088,1768,1375,1801)
directory-entry: Gleisner Wwe. Anna, ☎ 52 71 78, Adolf-Hitler-Str. 17, ✉ 39 xyxy=(188,1183,471,1216)
ad-seal-icon: 1850 xyxy=(847,985,895,1033)
directory-entry: — R., Gr. Gärtnerstr. 53, ✉ Alt xyxy=(188,1786,346,1801)
directory-entry: — Walt., Techn., Wendlohstr. 181, ✉ Lok 2 xyxy=(488,788,708,803)
directory-entry: Gley, Carl, Schiffbauer, Paulinenstr. 1, ✉ 4 xyxy=(488,1201,706,1216)
ad-line: PSch: 1714, Bst: Pf. 33 B xyxy=(806,1068,936,1083)
directory-entry: — Otto, Klempn., Eppendorfer Weg 61, H. 2, ✉ 19 xyxy=(188,1975,448,1990)
directory-entry: — Joh., Schneider, Osterbeckstr. 54 xyxy=(788,427,969,442)
directory-entry: — Wwe., Alma, Schultzweg 33, ✉ 1 xyxy=(488,1889,674,1904)
directory-entry: Glißmann, Hinr., Postsch., Niendorfer Straße 15, ✉ Lok 1 xyxy=(1088,1665,1372,1697)
directory-entry: — G., Arbtr., Lockstedter Weg 54, ✉ 20 xyxy=(788,1927,992,1942)
directory-entry: — Harry, Fris., Stader Str. 1, ✉ Harb xyxy=(788,186,975,201)
directory-entry: Glein, Carl, Vollstr.-Insp., Dorotheenstr. 125 xyxy=(188,1046,412,1061)
directory-entry: — Peter, Hdlr., Oelkersallee 89, H. 1, ✉ Alt xyxy=(1088,409,1310,424)
directory-entry: Glissmann — xyxy=(1088,1700,1158,1715)
directory-entry: — E., Rentn., Pechelsweg 4, ✉ 27 xyxy=(488,1235,662,1250)
column-1 xyxy=(184,168,485,2048)
directory-entry: Glinieckl, J., V.-O. W. Wiesenstr. 17, ✉ 19 xyxy=(788,1876,1003,1891)
directory-entry: Glindmeyer Wwe. E., Rostockerstr. 21, Nr. 27 xyxy=(788,1755,1021,1770)
column-4 xyxy=(1084,168,1384,2048)
directory-entry: — Carl, Arb., Blumenkamp 5, ✉ Gfl xyxy=(1088,1201,1275,1216)
directory-entry: — E., Rentn., Eichenallee 20a, ✉ Wa xyxy=(788,1463,977,1478)
directory-entry: — Frl. M. Weissw. ☎ 54 06 01, Schwenckestrasse 16, ✉ 19 xyxy=(788,478,1066,510)
directory-entry: Gliemann, E., Turnlehr., Reichsbahnstr. 46, ✉ Alt xyxy=(488,1682,739,1697)
directory-entry: — H., Arbtr., Humboldtstr. 129, ✉ 21 xyxy=(488,1252,679,1267)
directory-entry: Glesmann, Frau Elis., Kl. Mühlenstr. 50, ✉ Alt xyxy=(488,564,725,579)
directory-entry: — Otto, Grünw., Luruper Weg 51, ✉ 19 xyxy=(488,1304,691,1319)
directory-entry: — Frl. Lisb. Lehr. Ohlsdorfer Str. 50 xyxy=(788,1962,974,1977)
directory-entry: — R., Arbtr., Kanalstr. 135 ✉ Wi xyxy=(1088,237,1256,252)
directory-entry: — Frl. Joh., Rentnerin, Günthstr. 30, H. 11 xyxy=(188,1424,404,1439)
directory-entry: — J., Zollbeamt., Sievekingsallee 105, ✉ 26 xyxy=(788,1790,1013,1805)
directory-entry: von Gliszczynski, Jos. Arb., Süderstr. 12 xyxy=(1088,547,1293,562)
directory-entry: — Friedr., Dreh., Staderstr. 166, ✉ Harb xyxy=(488,1906,693,1921)
directory-entry: — Heinr., Arbtr., Poststr. 19, ✉ Alt xyxy=(1088,1562,1265,1577)
directory-entry: — Frau, Fritz, Lohmühlenstr. 89, ✉ Alt xyxy=(788,1549,988,1564)
directory-entry: Gleichman — xyxy=(188,220,259,235)
ad-line: Fernsprecher: Sam.-Nr. 32 60 45 xyxy=(851,1102,1017,1117)
directory-entry: ⊙ A. Gleichman IR, Import, BCto: Deutsche Bk Fil. Hbg., u. PSch: 25902, Bst: zw. Pf. 38 u. 39, TAdr: Gleimaris, ☎ 24 79 13, LangeReihe 86, ✉ 1, Inh: Aug. Weimar, Blankenese xyxy=(188,236,475,322)
directory-entry: Glienke, Aug., Ewerf., Osterstr. 123, ✉ 19 xyxy=(488,1768,702,1783)
directory-entry: — W., Ing., Griesstr. 74, ✉ 26 xyxy=(488,1648,641,1663)
directory-entry: — Rob., Heiz., Käthnerort 9, ✉ 22 xyxy=(188,1803,364,1818)
page-header-word: Glißmarn II xyxy=(1231,118,1378,149)
directory-entry: — Erich, Dr., Behrkampsweg 29, ✉ Lok 1 xyxy=(488,753,704,768)
directory-entry: — Otto, Arbtr., Idastr. 16, H. 1, ✉ 1 xyxy=(188,908,369,923)
directory-entry: Gliese, A., Exped., Hoheluftchauss. 121, H.5 xyxy=(788,375,1015,390)
directory-entry: — Kurt, VF Niederelbische Außenwerbung Kurt Glissmann, ☎ 25 30 71, Güntherstr. 80, ✉ 24 xyxy=(1088,341,1334,373)
directory-entry: — K., Telegraph.-Arbtr., Brauerknechtgraben 45, ✉ 11 xyxy=(188,891,466,906)
directory-entry: Gleissner Wwe. M., ☎ 44 64 13, Grindelallee 166, ✉ 13 xyxy=(188,1631,479,1646)
directory-entry: Gleichner, J., Opernsänger, Wendloherweg 12 ✉ 20 xyxy=(188,788,449,803)
